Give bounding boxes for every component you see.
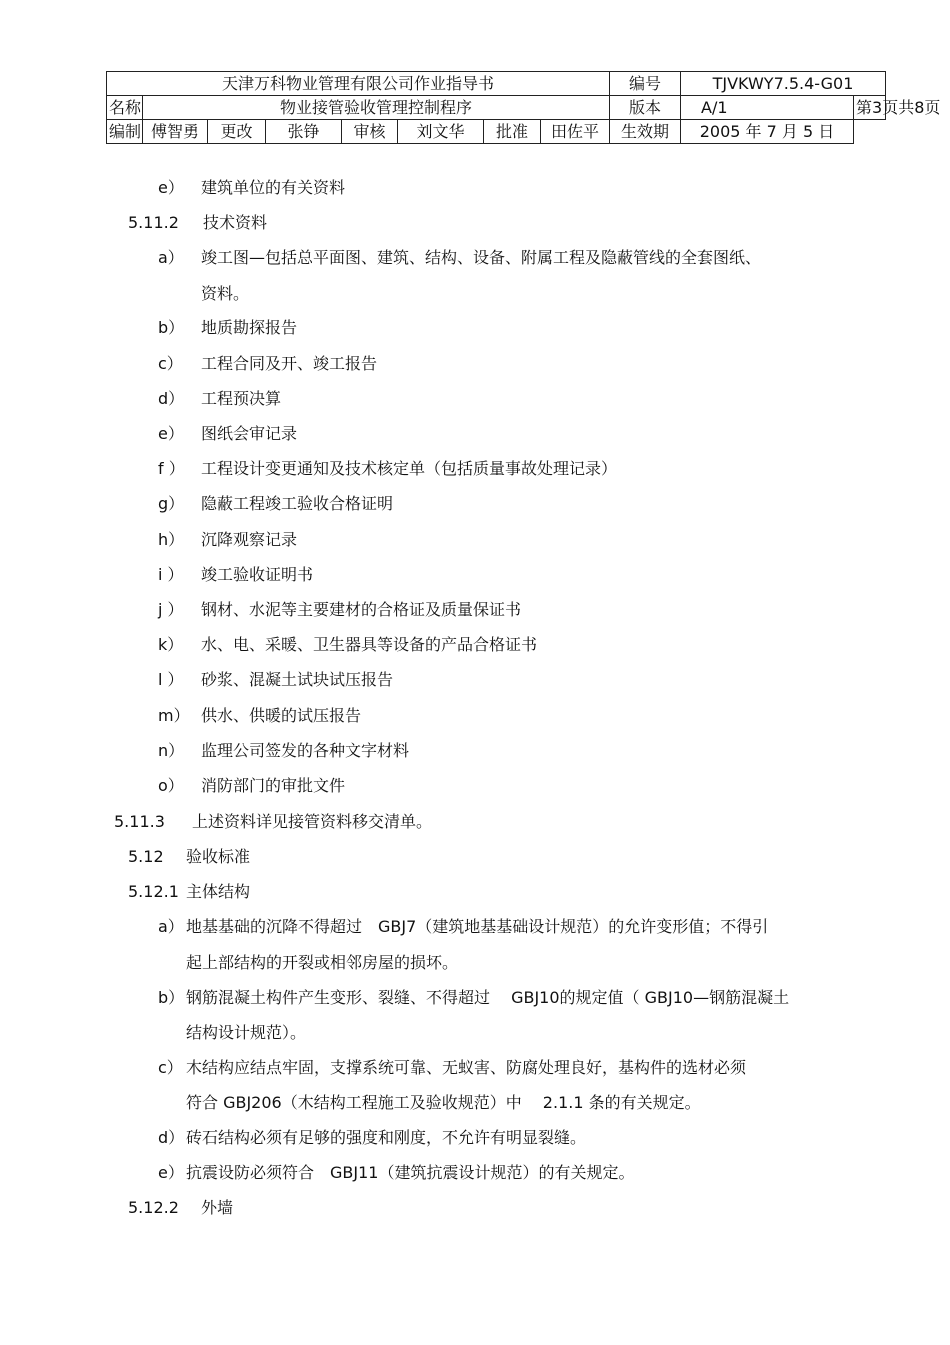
item-text: 资料。 [201, 284, 250, 303]
changer-name: 张铮 [266, 120, 342, 144]
item-label: h） [158, 530, 185, 549]
version-value: A/1 [681, 96, 854, 120]
item-label: n） [158, 741, 185, 760]
page-indicator: 第3页共8页 [854, 96, 886, 120]
item-label: e） [158, 1163, 184, 1182]
item-text: 消防部门的审批文件 [201, 776, 346, 795]
section-number: 5.12.2 [128, 1198, 179, 1217]
effective-label: 生效期 [610, 120, 681, 144]
item-text: 抗震设防必须符合 GBJ11（建筑抗震设计规范）的有关规定。 [186, 1163, 635, 1182]
item-text: 供水、供暖的试压报告 [201, 706, 362, 725]
author-name: 傅智勇 [143, 120, 208, 144]
section-title: 主体结构 [186, 882, 251, 901]
item-label: b） [158, 988, 185, 1007]
change-label: 更改 [208, 120, 266, 144]
item-label: d） [158, 389, 185, 408]
item-label: f ） [158, 459, 185, 478]
item-text: 钢材、水泥等主要建材的合格证及质量保证书 [201, 600, 522, 619]
item-label: k） [158, 635, 184, 654]
version-label: 版本 [610, 96, 681, 120]
number-label: 编号 [610, 72, 681, 96]
item-text: 钢筋混凝土构件产生变形、裂缝、不得超过 GBJ10的规定值（ GBJ10—钢筋混凝土 [186, 988, 790, 1007]
item-text: 建筑单位的有关资料 [201, 178, 346, 197]
item-label: l ） [158, 670, 184, 689]
document-title: 天津万科物业管理有限公司作业指导书 [107, 72, 610, 96]
section-number: 5.12 [128, 847, 164, 866]
section-number: 5.12.1 [128, 882, 179, 901]
item-label: m） [158, 706, 190, 725]
document-number: TJVKWY7.5.4-G01 [681, 72, 886, 96]
item-text: 符合 GBJ206（木结构工程施工及验收规范）中 2.1.1 条的有关规定。 [186, 1093, 701, 1112]
item-label: g） [158, 494, 185, 513]
approver-name: 田佐平 [541, 120, 610, 144]
section-number: 5.11.2 [128, 213, 179, 232]
item-text: 隐蔽工程竣工验收合格证明 [201, 494, 394, 513]
document-header-table [106, 71, 941, 144]
section-title: 技术资料 [203, 213, 268, 232]
item-label: j ） [158, 600, 184, 619]
item-text: 竣工验收证明书 [201, 565, 314, 584]
item-label: d） [158, 1128, 185, 1147]
item-text: 工程合同及开、竣工报告 [201, 354, 378, 373]
item-label: e） [158, 424, 184, 443]
section-title: 外墙 [201, 1198, 234, 1217]
item-text: 工程预决算 [201, 389, 282, 408]
item-text: 起上部结构的开裂或相邻房屋的损坏。 [186, 953, 459, 972]
item-text: 图纸会审记录 [201, 424, 298, 443]
item-text: 工程设计变更通知及技术核定单（包括质量事故处理记录） [201, 459, 618, 478]
item-text: 沉降观察记录 [201, 530, 298, 549]
document-name: 物业接管验收管理控制程序 [143, 96, 610, 120]
name-label: 名称 [107, 96, 143, 120]
approve-label: 批准 [484, 120, 541, 144]
item-text: 砂浆、混凝土试块试压报告 [201, 670, 394, 689]
item-label: i ） [158, 565, 184, 584]
item-text: 木结构应结点牢固，支撑系统可靠、无蚁害、防腐处理良好，基构件的选材必须 [186, 1058, 747, 1077]
section-number: 5.11.3 [114, 812, 165, 831]
item-text: 地质勘探报告 [201, 318, 298, 337]
item-text: 地基基础的沉降不得超过 GBJ7（建筑地基基础设计规范）的允许变形值；不得引 [186, 917, 769, 936]
item-label: e） [158, 178, 184, 197]
item-text: 水、电、采暖、卫生器具等设备的产品合格证书 [201, 635, 538, 654]
effective-date: 2005 年 7 月 5 日 [681, 120, 854, 144]
item-label: a） [158, 917, 184, 936]
item-label: o） [158, 776, 184, 795]
section-text: 上述资料详见接管资料移交清单。 [192, 812, 433, 831]
section-title: 验收标准 [186, 847, 251, 866]
item-text: 砖石结构必须有足够的强度和刚度，不允许有明显裂缝。 [186, 1128, 587, 1147]
item-label: c） [158, 354, 183, 373]
item-text: 监理公司签发的各种文字材料 [201, 741, 410, 760]
item-label: a） [158, 248, 184, 267]
reviewer-name: 刘文华 [398, 120, 484, 144]
review-label: 审核 [342, 120, 398, 144]
item-text: 结构设计规范）。 [186, 1023, 307, 1042]
item-label: b） [158, 318, 185, 337]
item-label: c） [158, 1058, 183, 1077]
item-text: 竣工图—包括总平面图、建筑、结构、设备、附属工程及隐蔽管线的全套图纸、 [201, 248, 762, 267]
author-label: 编制 [107, 120, 143, 144]
